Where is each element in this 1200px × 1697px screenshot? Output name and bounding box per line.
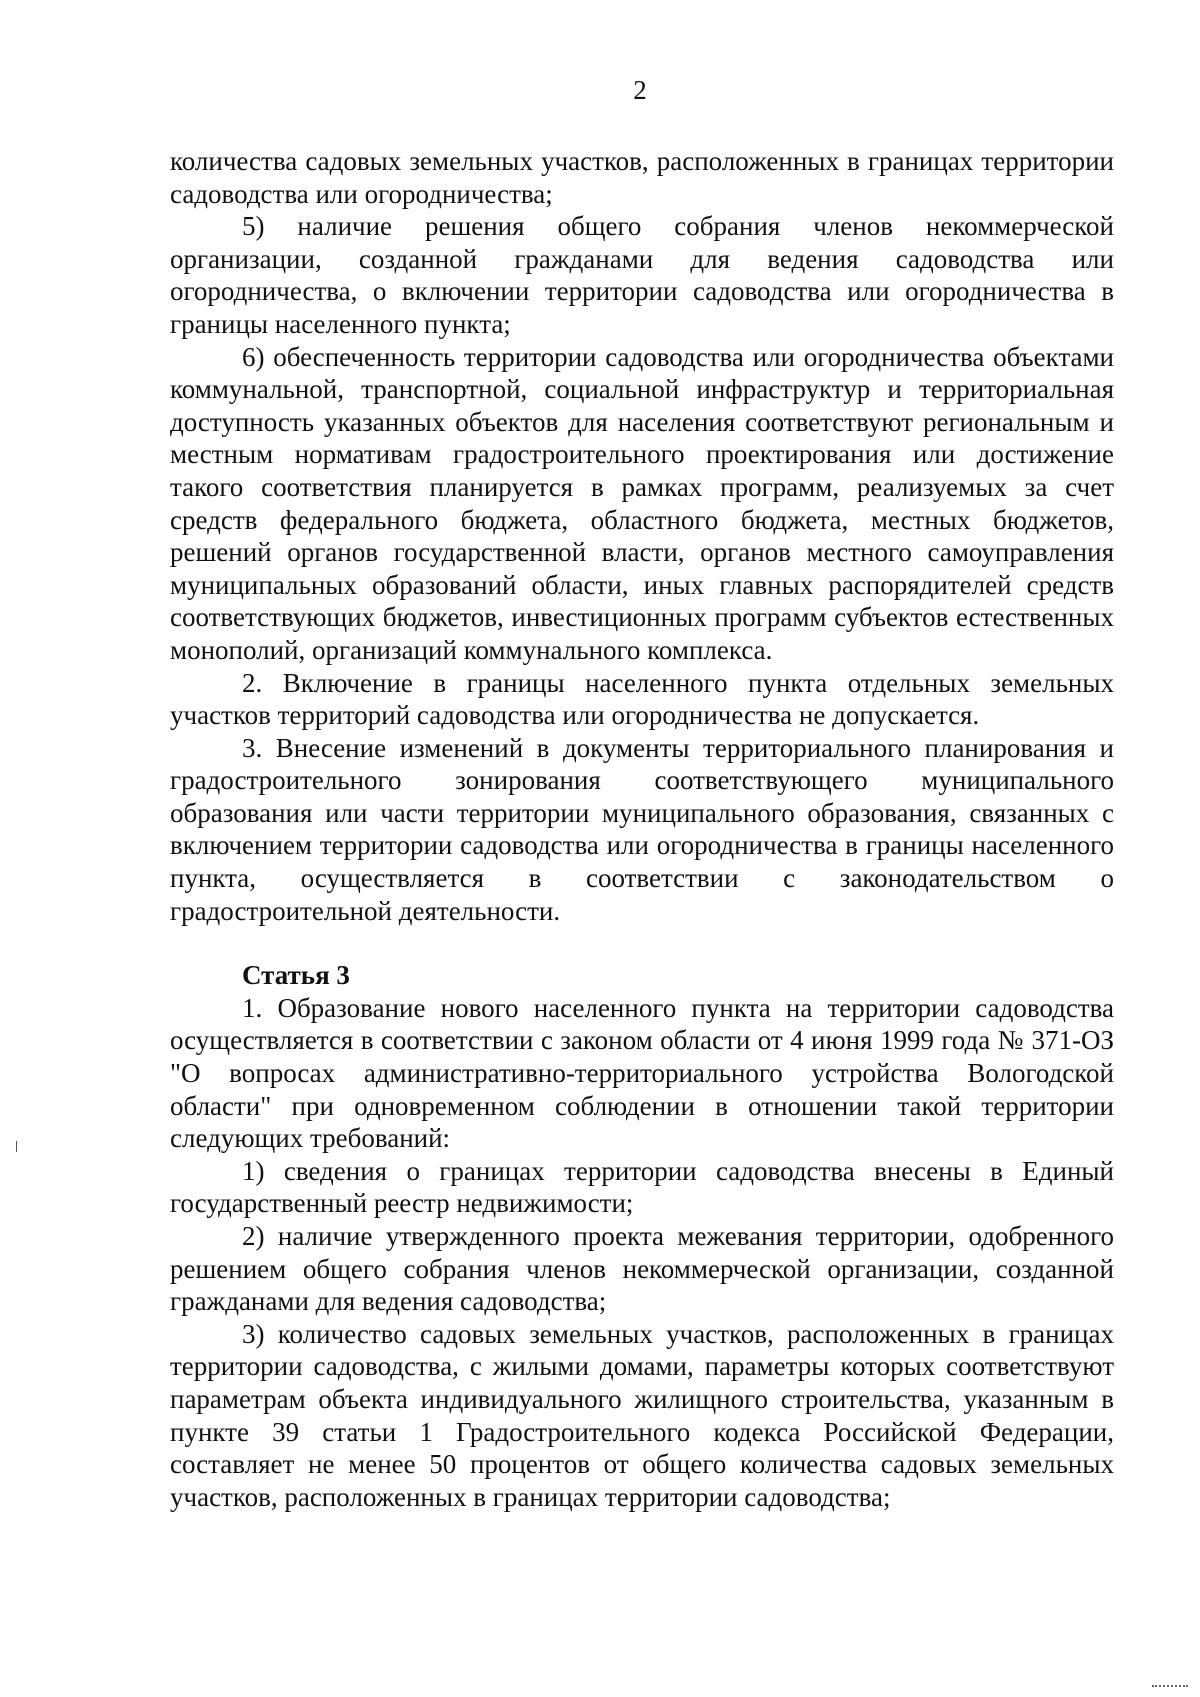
scan-margin-mark: [16, 1141, 17, 1152]
scan-corner-mark: [1152, 1685, 1188, 1690]
section-gap: [170, 927, 1114, 959]
article-3-clause-1: 1. Образование нового населенного пункта на территории садоводства осуществляется в соответствии с законом области от 4 июня 1999 года № 371-ОЗ "О вопросах административно-территориального устройства Вологодской области" при одновременном соблюдении в отношении такой территории следующих требований:: [170, 992, 1114, 1154]
article-heading: Статья 3: [242, 960, 350, 991]
article-3-item-1: 1) сведения о границах территории садоводства внесены в Единый государственный реестр недвижимости;: [170, 1155, 1114, 1219]
paragraph-clause-3: 3. Внесение изменений в документы территориального планирования и градостроительного зонирования соответствующего муниципального образования или части территории муниципального образования, связанных с включением территории садоводства или огородничества в границы населенного пункта, осуществляется в соответствии с законодательством о градостроительной деятельности.: [170, 732, 1114, 926]
article-3-item-2: 2) наличие утвержденного проекта межевания территории, одобренного решением общего собрания членов некоммерческой организации, созданной гражданами для ведения садоводства;: [170, 1221, 1114, 1317]
paragraph-clause-2: 2. Включение в границы населенного пункта отдельных земельных участков территорий садоводства или огородничества не допускается.: [170, 667, 1114, 731]
paragraph-item-5: 5) наличие решения общего собрания членов некоммерческой организации, созданной гражданами для ведения садоводства или огородничества, о включении территории садоводства или огородничества в границы населенного пункта;: [170, 211, 1114, 339]
document-body: [170, 145, 1114, 1513]
paragraph-continuation: количества садовых земельных участков, расположенных в границах территории садоводства или огородничества;: [170, 146, 1114, 209]
paragraph-item-6: 6) обеспеченность территории садоводства или огородничества объектами коммунальной, транспортной, социальной инфраструктур и территориальная доступность указанных объектов для населения соответствуют региональным и местным нормативам градостроительного проектирования или достижение такого соответствия планируется в рамках программ, реализуемых за счет средств федерального бюджета, областного бюджета, местных бюджетов, решений органов государственной власти, органов местного самоуправления муниципальных образований области, иных главных распорядителей средств соответствующих бюджетов, инвестиционных программ субъектов естественных монополий, организаций коммунального комплекса.: [170, 341, 1114, 665]
article-3-item-3: 3) количество садовых земельных участков, расположенных в границах территории садоводства, с жилыми домами, параметры которых соответствуют параметрам объекта индивидуального жилищного строительства, указанным в пункте 39 статьи 1 Градостроительного кодекса Российской Федерации, составляет не менее 50 процентов от общего количества садовых земельных участков, расположенных в границах территории садоводства;: [170, 1318, 1114, 1512]
page-number: 2: [633, 75, 647, 105]
